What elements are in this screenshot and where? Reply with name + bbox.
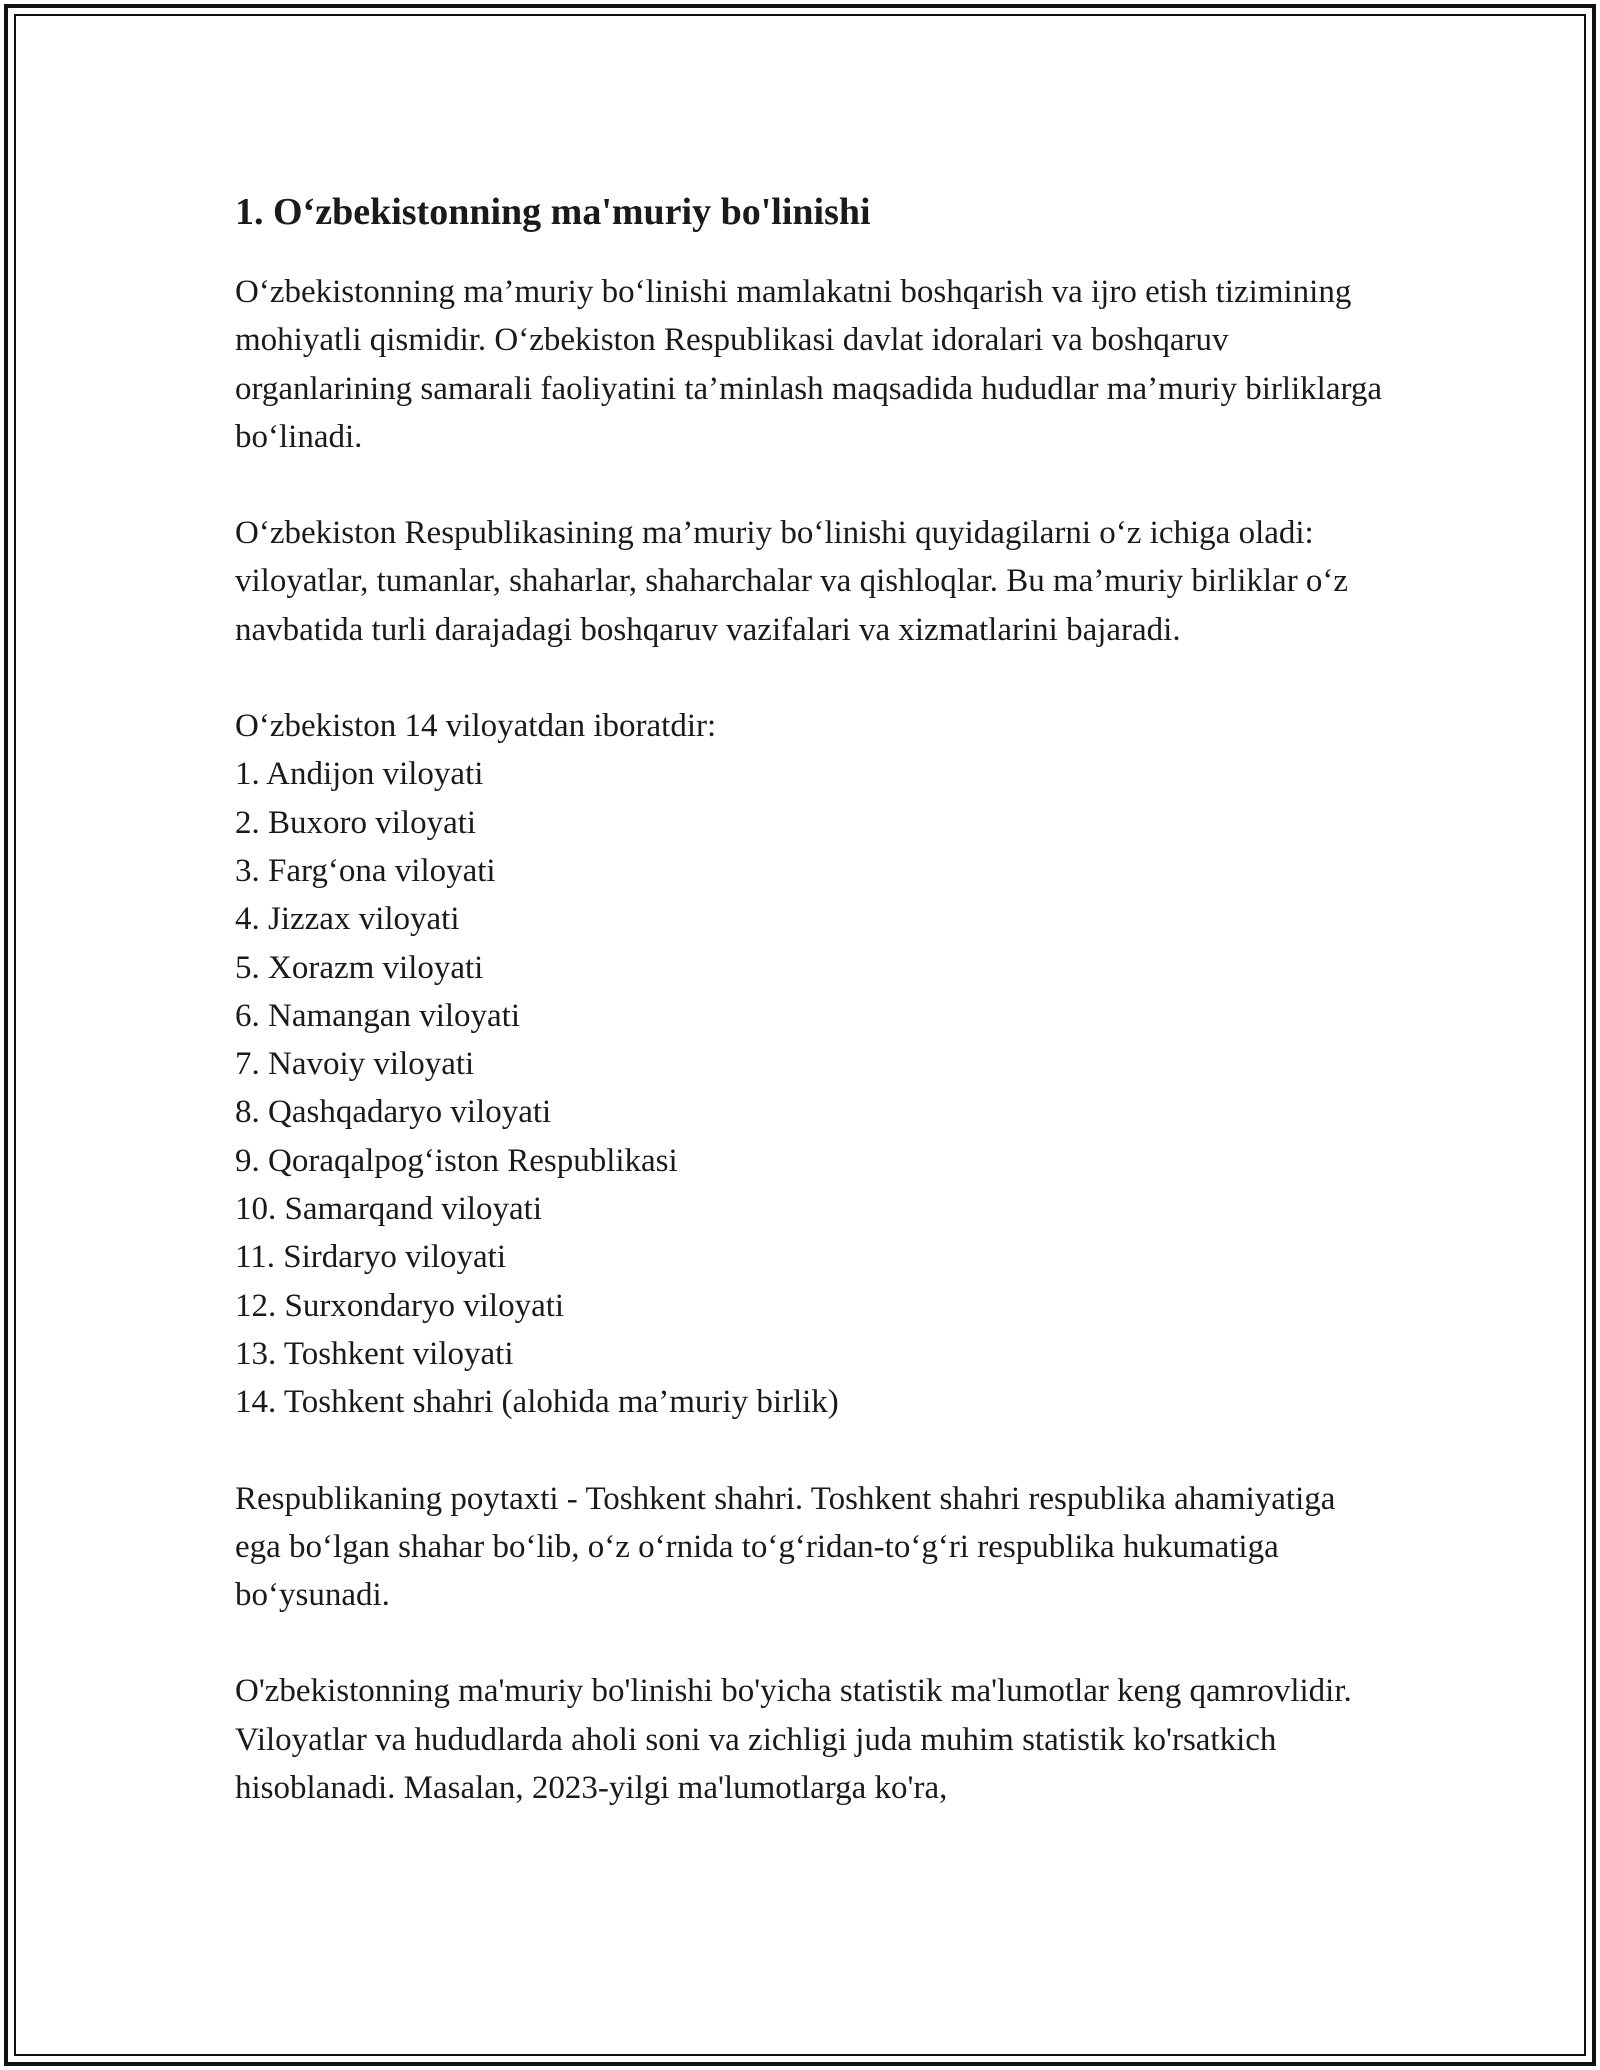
list-item: 14. Toshkent shahri (alohida ma’muriy birlik)	[235, 1384, 839, 1421]
intro-paragraph: O‘zbekistonning ma’muriy bo‘linishi mamlakatni boshqarish va ijro etish tizimining mohiyatli qismidir. O‘zbekiston Respublikasi davlat idoralari va boshqaruv organlarining samarali faoliyatini ta’minlash maqsadida hududlar ma’muriy birliklarga bo‘linadi.	[235, 274, 1383, 455]
list-item: 9. Qoraqalpog‘iston Respublikasi	[235, 1142, 678, 1179]
list-item: 13. Toshkent viloyati	[235, 1335, 514, 1372]
list-item: 7. Navoiy viloyati	[235, 1046, 475, 1083]
section-title: 1. O‘zbekistonning ma'muriy bo'linishi	[235, 191, 871, 233]
regions-section	[235, 702, 1385, 1426]
list-item: 12. Surxondaryo viloyati	[235, 1287, 565, 1324]
list-item: 2. Buxoro viloyati	[235, 804, 477, 841]
division-paragraph: O‘zbekiston Respublikasining ma’muriy bo‘linishi quyidagilarni o‘z ichiga oladi: viloyatlar, tumanlar, shaharlar, shaharchalar va qishloqlar. Bu ma’muriy birliklar o‘z navbatida turli darajadagi boshqaruv vazifalari va xizmatlarini bajaradi.	[235, 515, 1349, 648]
list-item: 8. Qashqadaryo viloyati	[235, 1094, 552, 1131]
list-item: 6. Namangan viloyati	[235, 997, 521, 1034]
statistics-paragraph: O'zbekistonning ma'muriy bo'linishi bo'yicha statistik ma'lumotlar keng qamrovlidir. Viloyatlar va hududlarda aholi soni va zichligi juda muhim statistik ko'rsatkich hisoblanadi. Masalan, 2023-yilgi ma'lumotlarga ko'ra,	[235, 1673, 1352, 1807]
list-item: 4. Jizzax viloyati	[235, 901, 460, 938]
list-item: 11. Sirdaryo viloyati	[235, 1239, 506, 1276]
list-item: 5. Xorazm viloyati	[235, 949, 484, 986]
regions-list	[235, 750, 1385, 1426]
regions-intro: O‘zbekiston 14 viloyatdan iboratdir:	[235, 708, 717, 745]
list-item: 10. Samarqand viloyati	[235, 1191, 543, 1228]
list-item: 3. Farg‘ona viloyati	[235, 852, 496, 889]
list-item: 1. Andijon viloyati	[235, 756, 484, 793]
capital-paragraph: Respublikaning poytaxti - Toshkent shahri. Toshkent shahri respublika ahamiyatiga ega bo‘lgan shahar bo‘lib, o‘z o‘rnida to‘g‘ridan-to‘g‘ri respublika hukumatiga bo‘ysunadi.	[235, 1480, 1336, 1614]
document-body	[235, 184, 1385, 1860]
